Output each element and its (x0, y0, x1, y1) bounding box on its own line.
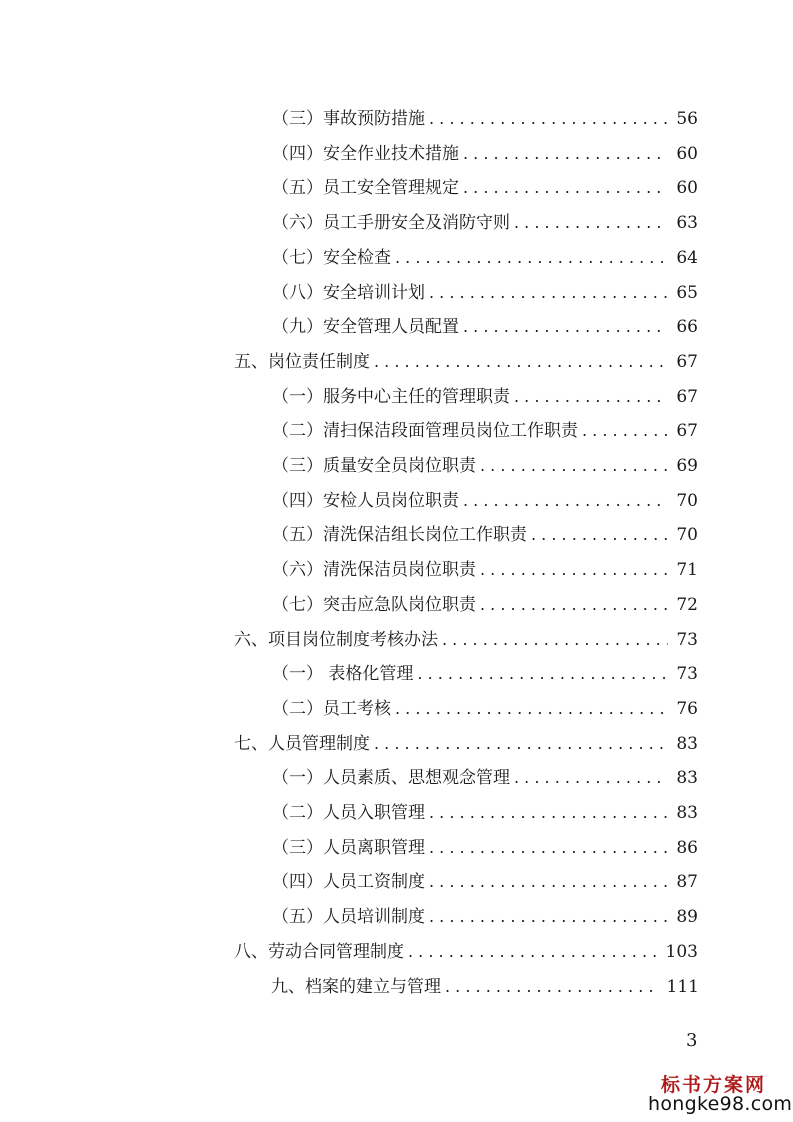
toc-entry[interactable] (272, 100, 698, 130)
toc-entry-page: 65 (676, 282, 698, 303)
toc-entry-page: 72 (676, 594, 698, 615)
toc-entry-label: （三）事故预防措施 (272, 109, 425, 129)
toc-entry-label: 九、档案的建立与管理 (271, 976, 441, 997)
toc-leader-dots (442, 629, 668, 651)
toc-entry[interactable] (272, 378, 698, 408)
toc-leader-dots (429, 871, 668, 893)
toc-entry[interactable] (272, 308, 698, 338)
toc-entry[interactable] (272, 239, 698, 269)
toc-entry-page: 70 (676, 525, 698, 546)
toc-leader-dots (463, 490, 668, 512)
toc-leader-dots (408, 941, 658, 963)
toc-entry[interactable] (272, 482, 698, 512)
toc-entry-label: （七）突击应急队岗位职责 (272, 594, 476, 615)
toc-leader-dots (531, 524, 668, 546)
toc-entry[interactable] (234, 621, 698, 651)
toc-entry-page: 73 (676, 629, 698, 650)
toc-entry-label: 八、劳动合同管理制度 (234, 941, 404, 962)
toc-entry-label: （三）人员离职管理 (272, 837, 425, 858)
toc-entry-label: （九）安全管理人员配置 (272, 317, 459, 338)
toc-entry[interactable] (272, 204, 698, 234)
watermark-title: 标书方案网 (661, 1074, 767, 1096)
toc-entry-label: 七、人员管理制度 (234, 733, 370, 754)
toc-leader-dots (429, 906, 668, 928)
toc-entry[interactable] (272, 447, 698, 477)
toc-entry-page: 73 (676, 664, 698, 685)
toc-entry-page: 66 (676, 317, 698, 338)
toc-entry[interactable] (272, 655, 698, 685)
toc-entry-page: 86 (676, 837, 698, 858)
page-number: 3 (686, 1030, 698, 1051)
toc-leader-dots (429, 282, 668, 304)
toc-entry[interactable] (272, 690, 698, 720)
toc-entry-page: 70 (676, 490, 698, 511)
toc-entry-page: 87 (676, 872, 698, 893)
toc-entry-page: 56 (676, 109, 698, 129)
toc-entry-label: （一）服务中心主任的管理职责 (272, 386, 510, 407)
toc-entry-page: 67 (676, 421, 698, 442)
toc-leader-dots (463, 316, 668, 338)
toc-leader-dots (374, 733, 668, 755)
toc-entry-label: （八）安全培训计划 (272, 282, 425, 303)
toc-entry[interactable] (272, 551, 698, 581)
toc-entry[interactable] (234, 933, 698, 963)
toc-leader-dots (429, 802, 668, 824)
toc-leader-dots (480, 594, 668, 616)
toc-entry[interactable] (272, 412, 698, 442)
toc-entry-page: 64 (676, 247, 698, 268)
toc-entry[interactable] (272, 898, 698, 928)
toc-entry-label: （五）员工安全管理规定 (272, 178, 459, 199)
toc-entry-page: 103 (665, 941, 698, 962)
toc-entry-page: 60 (676, 178, 698, 199)
toc-leader-dots (395, 698, 668, 720)
toc-entry-label: 六、项目岗位制度考核办法 (234, 629, 438, 650)
toc-entry[interactable] (272, 274, 698, 304)
toc-entry-page: 67 (676, 386, 698, 407)
toc-leader-dots (374, 351, 668, 373)
toc-entry-label: （五）清洗保洁组长岗位工作职责 (272, 525, 527, 546)
toc-leader-dots (514, 386, 668, 408)
toc-entry-page: 89 (676, 907, 698, 928)
toc-leader-dots (417, 663, 668, 685)
toc-entry[interactable] (272, 759, 698, 789)
toc-entry[interactable] (272, 135, 698, 165)
toc-entry-page: 76 (676, 698, 698, 719)
toc-entry[interactable] (272, 829, 698, 859)
toc-leader-dots (395, 247, 668, 269)
toc-entry-label: （二）员工考核 (272, 698, 391, 719)
toc-leader-dots (514, 767, 668, 789)
toc-leader-dots (480, 559, 668, 581)
toc-entry-label: （一） 表格化管理 (272, 664, 414, 685)
toc-leader-dots (514, 212, 668, 234)
toc-entry-label: （二）清扫保洁段面管理员岗位工作职责 (272, 421, 578, 442)
toc-entry-label: （七）安全检查 (272, 247, 391, 268)
toc-entry-page: 63 (676, 213, 698, 234)
toc-entry-label: （三）质量安全员岗位职责 (272, 456, 476, 476)
toc-entry[interactable] (271, 968, 699, 998)
toc-entry-label: （二）人员入职管理 (272, 803, 425, 823)
toc-entry-page: 60 (676, 143, 698, 164)
toc-entry-label: （四）人员工资制度 (272, 872, 425, 893)
toc-entry-page: 83 (676, 733, 698, 754)
toc-entry[interactable] (272, 169, 698, 199)
watermark-url: hongke98.com (648, 1093, 793, 1115)
toc-leader-dots (463, 177, 668, 199)
toc-entry-label: （四）安检人员岗位职责 (272, 490, 459, 511)
toc-entry-page: 83 (676, 768, 698, 789)
toc-entry-page: 83 (676, 803, 698, 823)
toc-leader-dots (429, 108, 668, 130)
toc-entry-page: 71 (676, 560, 698, 581)
toc-entry-page: 67 (676, 351, 698, 372)
toc-entry-label: 五、岗位责任制度 (234, 351, 370, 372)
toc-entry[interactable] (272, 516, 698, 546)
toc-entry-label: （四）安全作业技术措施 (272, 143, 459, 164)
toc-entry[interactable] (272, 794, 698, 824)
toc-leader-dots (480, 455, 668, 477)
toc-entry-label: （五）人员培训制度 (272, 907, 425, 928)
toc-entry-page: 69 (676, 456, 698, 476)
toc-entry[interactable] (234, 725, 698, 755)
toc-leader-dots (582, 420, 668, 442)
toc-entry-page: 111 (666, 976, 699, 997)
toc-leader-dots (445, 976, 659, 998)
toc-entry-label: （六）清洗保洁员岗位职责 (272, 560, 476, 581)
toc-entry-label: （一）人员素质、思想观念管理 (272, 768, 510, 789)
toc-entry-label: （六）员工手册安全及消防守则 (272, 213, 510, 234)
toc-leader-dots (429, 837, 668, 859)
toc-entry[interactable] (272, 863, 698, 893)
toc-entry[interactable] (272, 586, 698, 616)
toc-leader-dots (463, 143, 668, 165)
toc-entry[interactable] (234, 343, 698, 373)
